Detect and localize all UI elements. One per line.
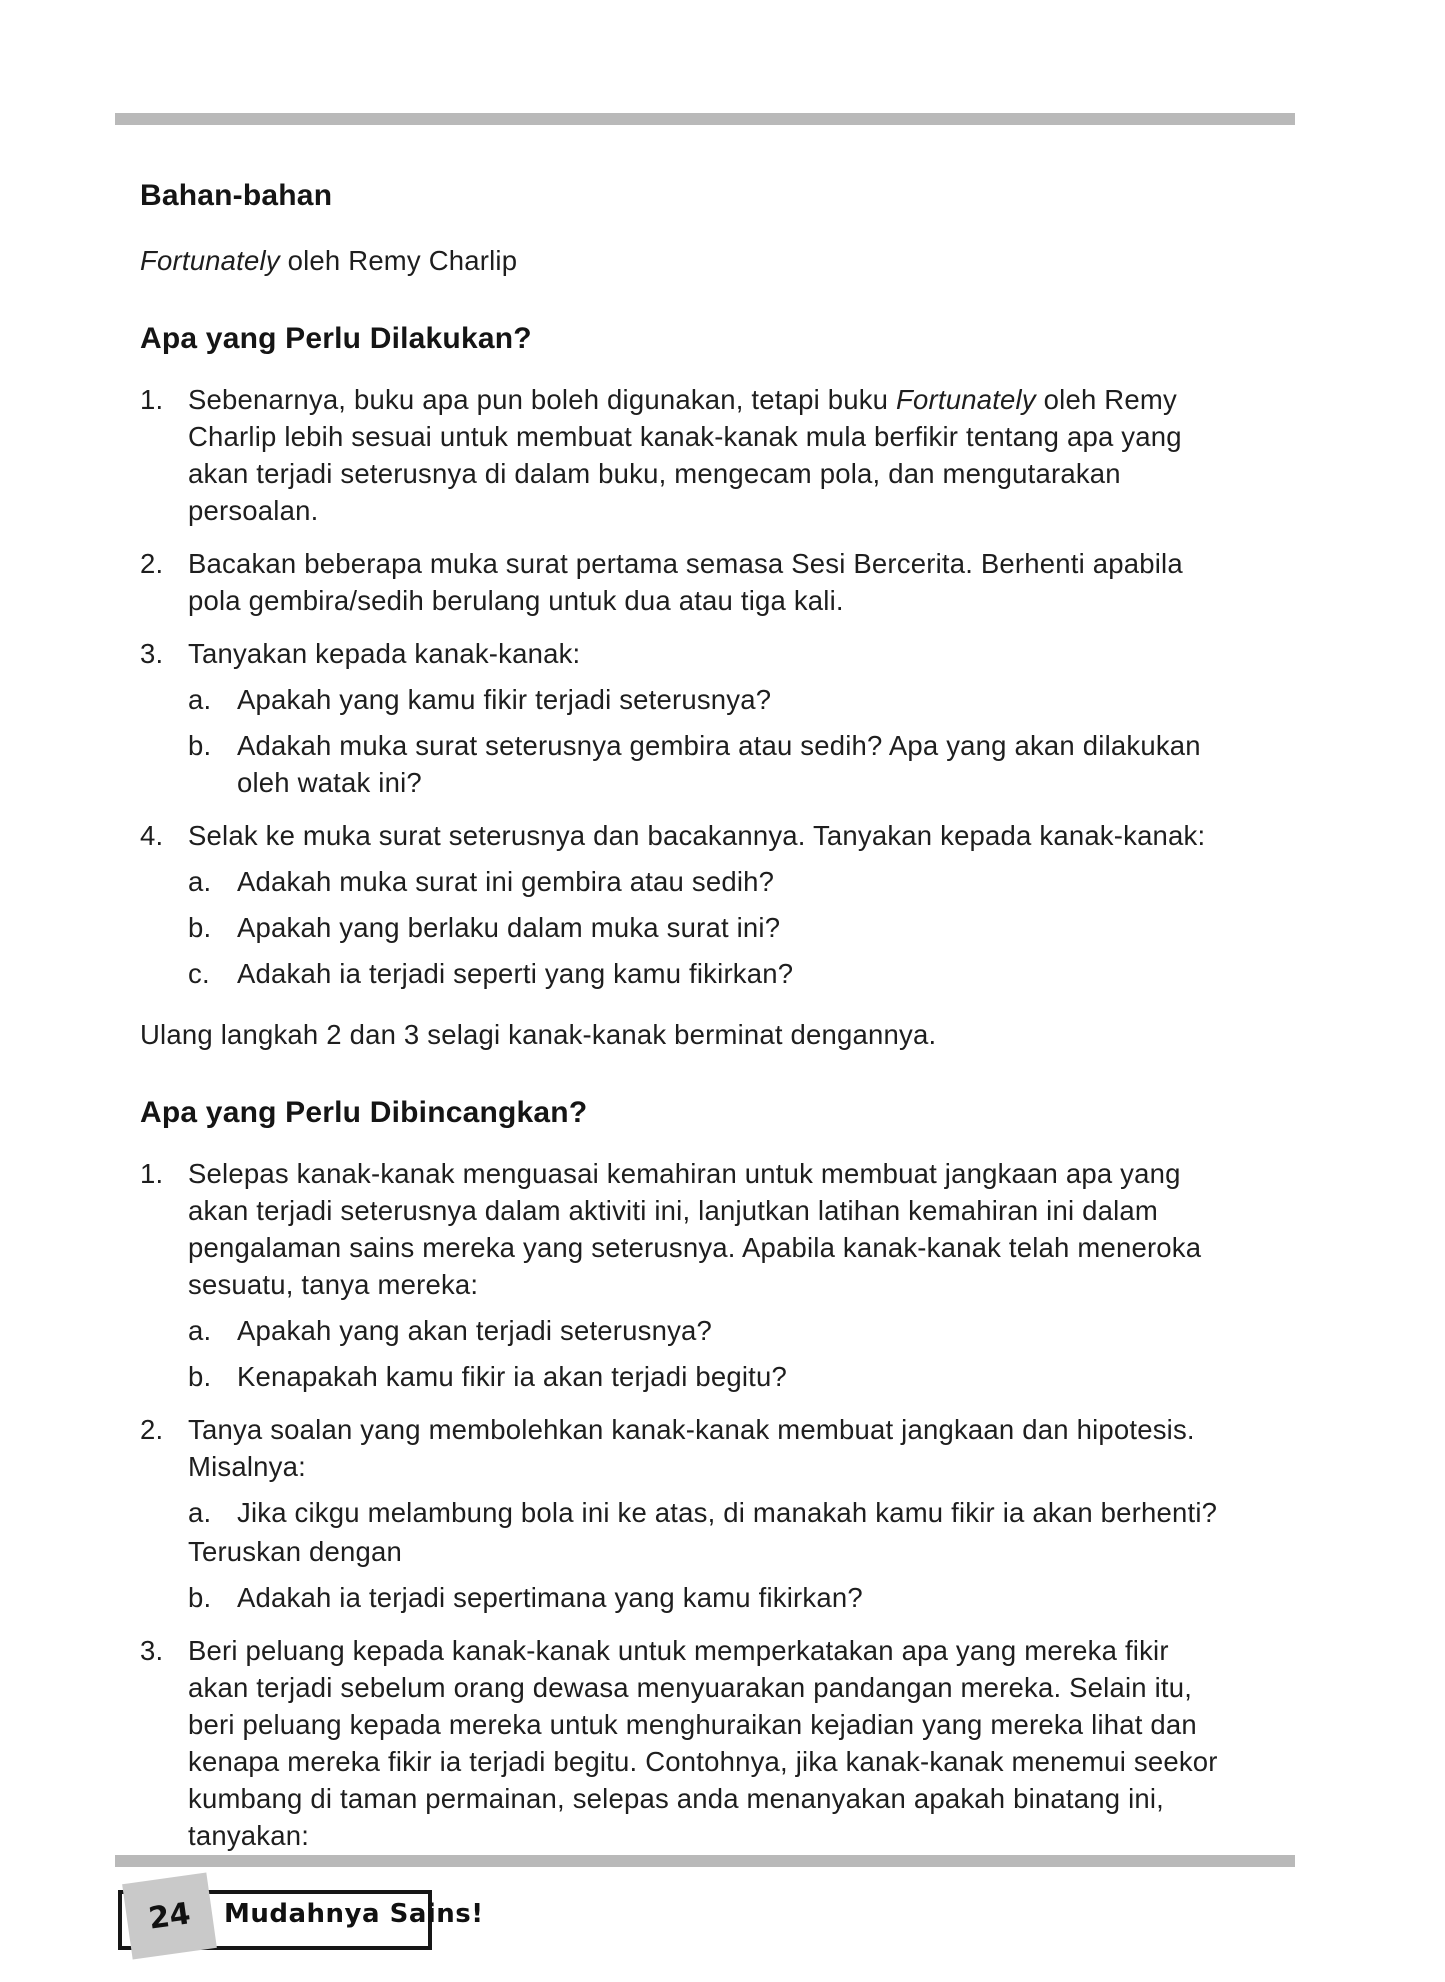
sub-item <box>188 1579 1232 1616</box>
sub-item <box>188 1494 1232 1531</box>
list-item-text: Beri peluang kepada kanak-kanak untuk memperkatakan apa yang mereka fikir akan terjadi sebelum orang dewasa menyuarakan pandangan mereka. Selain itu, beri peluang kepada mereka untuk menghuraikan kejadian yang mereka lihat dan kenapa mereka fikir ia terjadi begitu. Contohnya, jika kanak-kanak menemui seekor kumbang di taman permainan, selepas anda menanyakan apakah binatang ini, tanyakan: <box>188 1634 1218 1851</box>
list-item-number: 2. <box>140 1413 164 1445</box>
materials-heading: Bahan-bahan <box>140 179 333 212</box>
top-divider-bar <box>115 113 1295 125</box>
list-item-body <box>188 635 1232 801</box>
todo-section-heading: Apa yang Perlu Dilakukan? <box>140 321 532 355</box>
list-item-number: 2. <box>140 547 164 579</box>
materials-item-rest: oleh Remy Charlip <box>279 244 518 276</box>
list-item <box>140 817 1232 992</box>
list-item-text: Selak ke muka surat seterusnya dan bacakannya. Tanyakan kepada kanak-kanak: <box>188 819 1206 851</box>
sub-item-text: Adakah muka surat ini gembira atau sedih? <box>237 865 775 897</box>
sub-item-letter: a. <box>188 1496 212 1528</box>
sub-item-text: Adakah ia terjadi seperti yang kamu fikirkan? <box>237 957 794 989</box>
list-item <box>140 545 1232 619</box>
sub-item-text: Apakah yang berlaku dalam muka surat ini? <box>237 911 781 943</box>
list-item-number: 4. <box>140 819 164 851</box>
sub-item-text: Jika cikgu melambung bola ini ke atas, di manakah kamu fikir ia akan berhenti? <box>237 1496 1218 1528</box>
list-item <box>140 1632 1232 1854</box>
todo-closing-note: Ulang langkah 2 dan 3 selagi kanak-kanak berminat dengannya. <box>140 1018 937 1050</box>
list-item-body <box>188 1155 1232 1395</box>
sub-item <box>188 727 1232 801</box>
list-item-number: 1. <box>140 383 164 415</box>
sub-item <box>188 863 1232 900</box>
list-item-text <box>188 381 1232 529</box>
list-item-number: 3. <box>140 637 164 669</box>
sub-item <box>188 681 1232 718</box>
book-series-title: Mudahnya Sains! <box>224 1899 484 1929</box>
sub-item-letter: b. <box>188 729 212 761</box>
page-number-tab <box>122 1872 217 1959</box>
sub-item <box>188 909 1232 946</box>
list-item-text: Selepas kanak-kanak menguasai kemahiran untuk membuat jangkaan apa yang akan terjadi seterusnya dalam aktiviti ini, lanjutkan latihan kemahiran ini dalam pengalaman sains mereka yang seterusnya. Apabila kanak-kanak telah meneroka sesuatu, tanya mereka: <box>188 1157 1202 1300</box>
list-item-text-pre: Sebenarnya, buku apa pun boleh digunakan, tetapi buku <box>188 383 897 415</box>
sub-item <box>188 955 1232 992</box>
sub-item-letter: b. <box>188 1360 212 1392</box>
list-item-text: Tanya soalan yang membolehkan kanak-kanak membuat jangkaan dan hipotesis. Misalnya: <box>188 1413 1195 1482</box>
list-item-body <box>188 817 1232 992</box>
book-title-italic: Fortunately <box>140 244 280 276</box>
sub-item-text: Apakah yang akan terjadi seterusnya? <box>237 1314 713 1346</box>
list-item-text: Tanyakan kepada kanak-kanak: <box>188 637 581 669</box>
materials-item <box>140 242 1232 279</box>
sub-item-text: Adakah muka surat seterusnya gembira atau sedih? Apa yang akan dilakukan oleh watak ini? <box>237 729 1201 798</box>
continuation-note: Teruskan dengan <box>188 1535 402 1567</box>
sub-item-letter: b. <box>188 1581 212 1613</box>
list-item <box>140 1411 1232 1616</box>
list-item-number: 3. <box>140 1634 164 1666</box>
sub-item <box>188 1358 1232 1395</box>
list-item-body <box>188 1411 1232 1616</box>
page-number: 24 <box>146 1895 193 1937</box>
sub-item-text: Adakah ia terjadi sepertimana yang kamu fikirkan? <box>237 1581 863 1613</box>
discuss-section-heading: Apa yang Perlu Dibincangkan? <box>140 1095 588 1129</box>
list-item <box>140 635 1232 801</box>
page-content <box>140 178 1232 1870</box>
book-title-italic: Fortunately <box>896 383 1036 415</box>
list-item-text-post: oleh Remy Charlip lebih sesuai untuk membuat kanak-kanak mula berfikir tentang apa yang akan terjadi seterusnya di dalam buku, mengecam pola, dan mengutarakan persoalan. <box>188 383 1182 526</box>
sub-item-letter: a. <box>188 865 212 897</box>
sub-item-letter: a. <box>188 683 212 715</box>
bottom-divider-bar <box>115 1855 1295 1867</box>
sub-item-text: Apakah yang kamu fikir terjadi seterusnya? <box>237 683 772 715</box>
list-item <box>140 381 1232 529</box>
sub-item-letter: c. <box>188 957 210 989</box>
sub-item-letter: a. <box>188 1314 212 1346</box>
sub-item <box>188 1312 1232 1349</box>
list-item-number: 1. <box>140 1157 164 1189</box>
sub-item-letter: b. <box>188 911 212 943</box>
sub-item-text: Kenapakah kamu fikir ia akan terjadi begitu? <box>237 1360 787 1392</box>
list-item <box>140 1155 1232 1395</box>
list-item-text: Bacakan beberapa muka surat pertama semasa Sesi Bercerita. Berhenti apabila pola gembira/sedih berulang untuk dua atau tiga kali. <box>188 547 1183 616</box>
